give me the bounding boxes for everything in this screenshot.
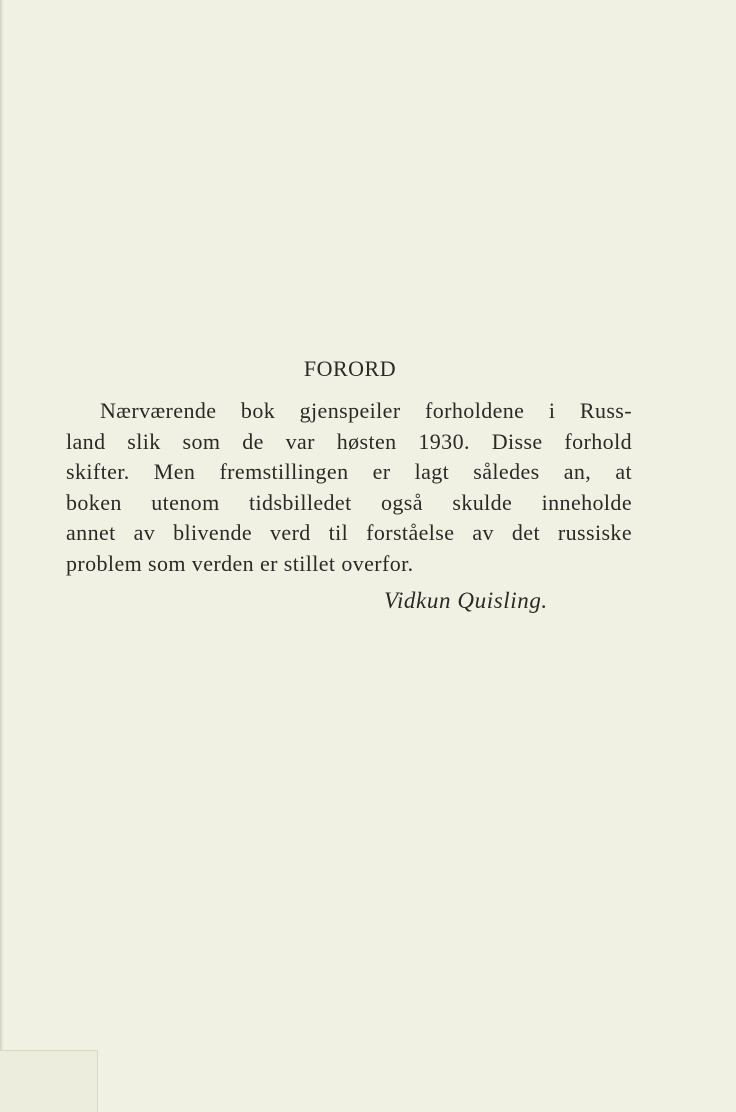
foreword-paragraph (66, 396, 632, 579)
paragraph-line: boken utenom tidsbilledet også skulde inneholde (66, 489, 632, 515)
paragraph-line: Nærværende bok gjenspeiler forholdene i Russ- (100, 398, 632, 423)
author-signature: Vidkun Quisling. (384, 588, 548, 613)
paragraph-line: land slik som de var høsten 1930. Disse forhold (66, 428, 632, 454)
page-binding-edge (0, 0, 4, 1112)
page-title: FORORD (303, 356, 397, 381)
page-corner-mark (0, 1050, 98, 1112)
paragraph-line: skifter. Men fremstillingen er lagt således an, at (66, 459, 632, 484)
paragraph-line: problem som verden er stillet overfor. (66, 550, 414, 576)
paragraph-line: annet av blivende verd til forståelse av det russiske (66, 520, 632, 545)
